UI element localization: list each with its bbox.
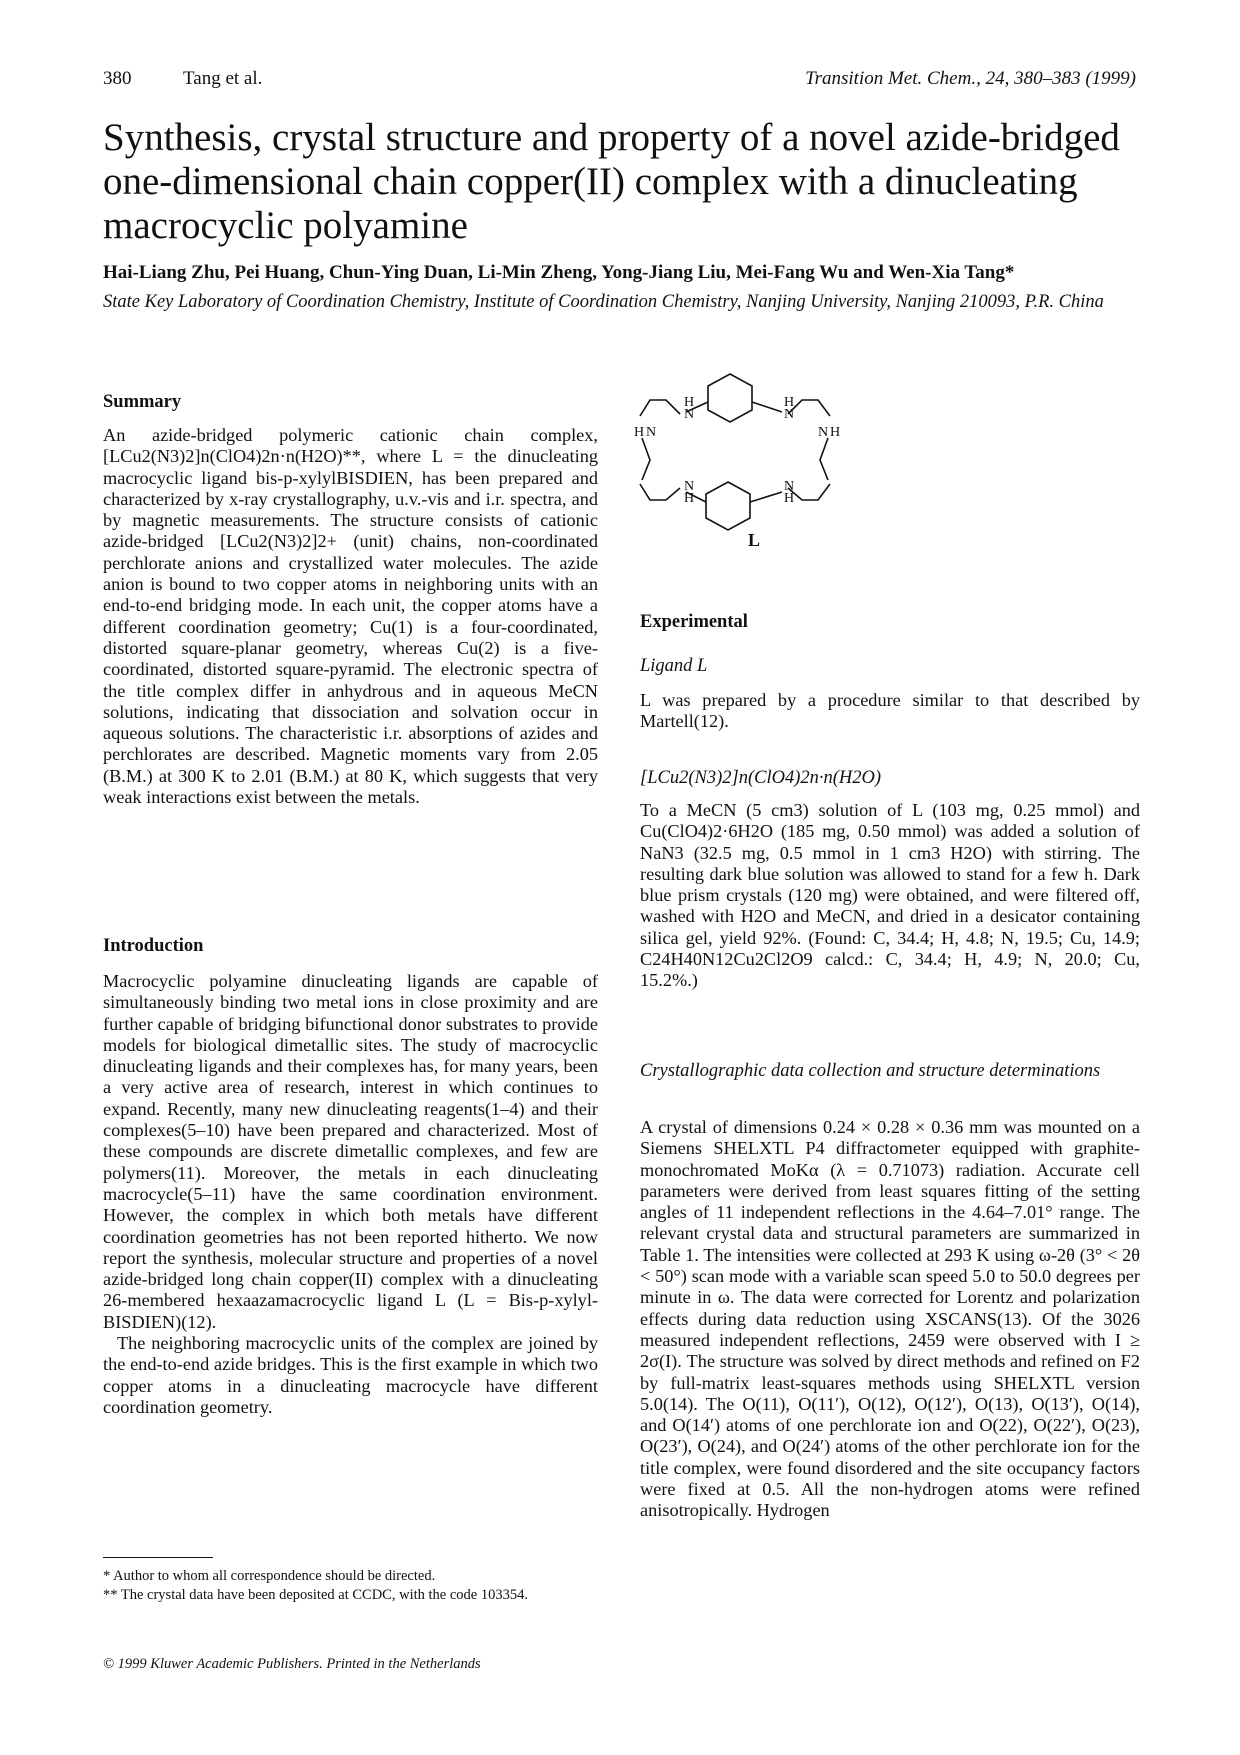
experimental-heading: Experimental xyxy=(640,612,748,632)
crystallography-paragraph: A crystal of dimensions 0.24 × 0.28 × 0.36 mm was mounted on a Siemens SHELXTL P4 diffractometer equipped with graphite-monochromated MoKα (λ = 0.71073) radiation. Accurate cell parameters were derived from least squares fitting of the setting angles of 11 independent reflections in the 4.64–7.01° range. The relevant crystal data and structural parameters are summarized in Table 1. The intensities were collected at 293 K using ω-2θ (3° < 2θ < 50°) scan mode with a variable scan speed 5.0 to 50.0 degrees per minute in ω. The data were corrected for Lorentz and polarization effects during data reduction using XSCANS(13). Of the 3026 measured independent reflections, 2459 were observed with I ≥ 2σ(I). The structure was solved by direct methods and refined on F2 by full-matrix least-squares methods using SHELXTL version 5.0(14). The O(11), O(11′), O(12), O(12′), O(13), O(13′), O(14), and O(14′) atoms of one perchlorate ion and O(22), O(22′), O(23), O(23′), O(24), and O(24′) atoms of the other perchlorate ion for the title complex, were found disordered and the site occupancy factors were fixed at 0.5. All the non-hydrogen atoms were refined anisotropically. Hydrogen xyxy=(640,1117,1140,1521)
atom-label: H xyxy=(830,425,841,440)
atom-label: N xyxy=(784,479,795,494)
copyright-line: © 1999 Kluwer Academic Publishers. Printed in the Netherlands xyxy=(103,1656,481,1672)
footnotes xyxy=(103,1567,598,1605)
summary-paragraph: An azide-bridged polymeric cationic chain complex, [LCu2(N3)2]n(ClO4)2n·n(H2O)**, where L = the dinucleating macrocyclic ligand bis-p-xylylBISDIEN, has been prepared and characterized by x-ray crystallography, u.v.-vis and i.r. spectra, and by magnetic measurements. The structure consists of cationic azide-bridged [LCu2(N3)2]2+ (unit) chains, non-coordinated perchlorate anions and crystallized water molecules. The azide anion is bound to two copper atoms in neighboring units with an end-to-end bridging mode. In each unit, the copper atoms have a different coordination geometry; Cu(1) is a four-coordinated, distorted square-planar geometry, whereas Cu(2) is a five-coordinated, distorted square-pyramid. The electronic spectra of the title complex differ in anhydrous and in aqueous MeCN solutions, indicating that dissociation and solvation occur in aqueous solutions. The characteristic i.r. absorptions of azides and perchlorates are described. Magnetic moments vary from 2.05 (B.M.) at 300 K to 2.01 (B.M.) at 80 K, which suggests that very weak interactions exist between the metals. xyxy=(103,425,598,808)
summary-heading: Summary xyxy=(103,392,182,412)
complex-subheading: [LCu2(N3)2]n(ClO4)2n·n(H2O) xyxy=(640,768,882,788)
introduction-text xyxy=(103,971,598,1418)
footnote-rule xyxy=(103,1557,213,1558)
ligand-subheading: Ligand L xyxy=(640,656,708,676)
journal-citation: Transition Met. Chem., 24, 380–383 (1999) xyxy=(805,68,1136,89)
atom-label: H xyxy=(634,425,645,440)
introduction-paragraph-1: Macrocyclic polyamine dinucleating ligands are capable of simultaneously binding two metal ions in close proximity and are further capable of bridging bifunctional donor substrates to provide models for biological dimetallic sites. The study of macrocyclic dinucleating ligands and their complexes has, for many years, been a very active area of research, interest in which continues to expand. Recently, many new dinucleating reagents(1–4) and their complexes(5–10) have been prepared and characterized. Most of these compounds are discrete dimetallic complexes, and few are polymers(11). Moreover, the metals in each dinucleating macrocycle(5–11) have the same coordination environment. However, the complex in which both metals have different coordination geometries has not been reported hitherto. We now report the synthesis, molecular structure and properties of a novel azide-bridged long chain copper(II) complex with a dinucleating 26-membered hexaazamacrocyclic ligand L (L = Bis-p-xylyl-BISDIEN)(12). xyxy=(103,971,598,1332)
article-title: Synthesis, crystal structure and property of a novel azide-bridged one-dimensional chain copper(II) complex with a dinucleating macrocyclic polyamine xyxy=(103,116,1120,247)
introduction-paragraph-2: The neighboring macrocyclic units of the complex are joined by the end-to-end azide bridges. This is the first example in which two copper atoms in a dinucleating macrocycle have different coordination geometry. xyxy=(103,1333,598,1417)
ligand-paragraph: L was prepared by a procedure similar to that described by Martell(12). xyxy=(640,690,1140,732)
atom-label: N xyxy=(646,425,657,440)
complex-paragraph: To a MeCN (5 cm3) solution of L (103 mg, 0.25 mmol) and Cu(ClO4)2·6H2O (185 mg, 0.50 mmol) was added a solution of NaN3 (32.5 mg, 0.5 mmol in 1 cm3 H2O) with stirring. The resulting dark blue solution was allowed to stand for a few h. Dark blue prism crystals (120 mg) were obtained, and were filtered off, washed with H2O and MeCN, and dried in a desicator containing silica gel, yield 92%. (Found: C, 34.4; H, 4.8; N, 19.5; Cu, 14.9; C24H40N12Cu2Cl2O9 calcd.: C, 34.4; H, 4.9; N, 20.0; Cu, 15.2%.) xyxy=(640,800,1140,991)
summary-text xyxy=(103,425,598,808)
introduction-heading: Introduction xyxy=(103,936,204,956)
complex-text xyxy=(640,800,1140,992)
ligand-text xyxy=(640,690,1140,733)
page-number: 380 xyxy=(103,68,132,89)
author-list: Hai-Liang Zhu, Pei Huang, Chun-Ying Duan, Li-Min Zheng, Yong-Jiang Liu, Mei-Fang Wu and Wen-Xia Tang* xyxy=(103,262,1015,283)
ligand-structure-diagram xyxy=(634,388,880,548)
atom-label: H xyxy=(784,491,795,506)
atom-label: N xyxy=(784,407,795,422)
affiliation: State Key Laboratory of Coordination Chemistry, Institute of Coordination Chemistry, Nanjing University, Nanjing 210093, P.R. China xyxy=(103,292,1104,312)
atom-label: N xyxy=(684,407,695,422)
atom-label: N xyxy=(818,425,829,440)
crystallography-subheading: Crystallographic data collection and structure determinations xyxy=(640,1061,1101,1081)
footnote-corresponding: * Author to whom all correspondence should be directed. xyxy=(103,1568,436,1584)
atom-label: H xyxy=(684,395,695,410)
ligand-label: L xyxy=(748,530,761,550)
atom-label: N xyxy=(684,479,695,494)
running-authors: Tang et al. xyxy=(183,68,263,89)
top-benzene-ring xyxy=(708,374,752,422)
crystallography-text xyxy=(640,1117,1140,1522)
footnote-ccdc: ** The crystal data have been deposited at CCDC, with the code 103354. xyxy=(103,1587,528,1603)
atom-label: H xyxy=(784,395,795,410)
atom-label: H xyxy=(684,491,695,506)
bottom-benzene-ring xyxy=(706,482,750,530)
